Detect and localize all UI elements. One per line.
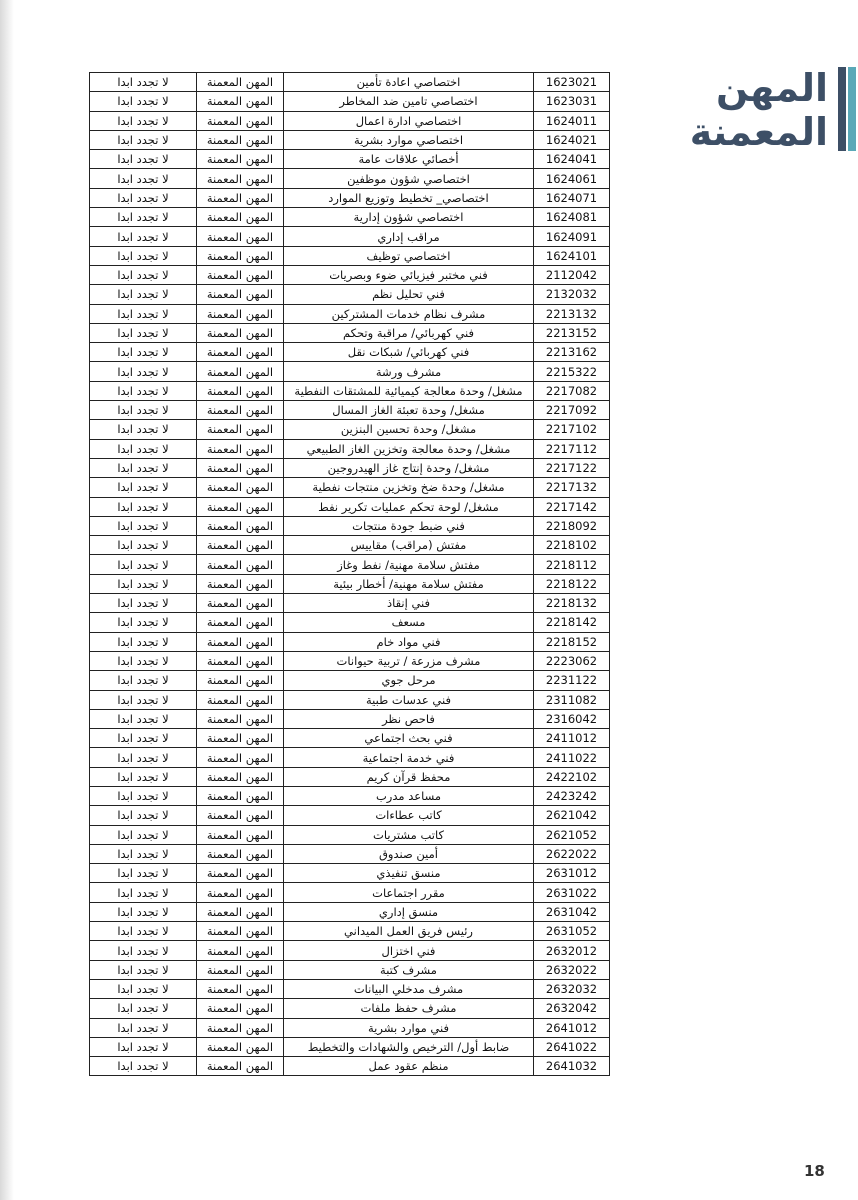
table-row <box>90 362 610 381</box>
occupation-code-cell: 2632022 <box>534 960 610 979</box>
renewal-note-cell: لا تجدد ابدا <box>90 999 197 1018</box>
table-row <box>90 864 610 883</box>
occupation-name-cell: مرحل جوي <box>284 671 534 690</box>
renewal-note-cell: لا تجدد ابدا <box>90 690 197 709</box>
renewal-note-cell: لا تجدد ابدا <box>90 864 197 883</box>
occupation-code-cell: 2132032 <box>534 285 610 304</box>
occupation-category-cell: المهن المعمنة <box>197 844 284 863</box>
renewal-note-cell: لا تجدد ابدا <box>90 73 197 92</box>
occupation-category-cell: المهن المعمنة <box>197 516 284 535</box>
table-row <box>90 729 610 748</box>
table-row <box>90 458 610 477</box>
occupation-code-cell: 2632032 <box>534 979 610 998</box>
occupation-code-cell: 2231122 <box>534 671 610 690</box>
table-row <box>90 555 610 574</box>
occupation-name-cell: اختصاصي ادارة اعمال <box>284 111 534 130</box>
occupation-name-cell: مشرف ورشة <box>284 362 534 381</box>
renewal-note-cell: لا تجدد ابدا <box>90 748 197 767</box>
occupation-name-cell: اختصاصي موارد بشرية <box>284 130 534 149</box>
occupation-code-cell: 2631042 <box>534 902 610 921</box>
table-row <box>90 825 610 844</box>
occupation-name-cell: منسق تنفيذي <box>284 864 534 883</box>
occupation-code-cell: 1624101 <box>534 246 610 265</box>
occupation-code-cell: 2621042 <box>534 806 610 825</box>
occupation-name-cell: مشغل/ وحدة تحسين البنزين <box>284 420 534 439</box>
occupation-category-cell: المهن المعمنة <box>197 729 284 748</box>
table-row <box>90 169 610 188</box>
occupation-name-cell: مشغل/ وحدة ضخ وتخزين منتجات نفطية <box>284 478 534 497</box>
occupation-name-cell: مفتش سلامة مهنية/ نفط وغاز <box>284 555 534 574</box>
renewal-note-cell: لا تجدد ابدا <box>90 188 197 207</box>
renewal-note-cell: لا تجدد ابدا <box>90 709 197 728</box>
table-row <box>90 594 610 613</box>
table-row <box>90 613 610 632</box>
occupation-name-cell: مسعف <box>284 613 534 632</box>
table-row <box>90 304 610 323</box>
table-row <box>90 960 610 979</box>
table-row <box>90 1057 610 1076</box>
occupation-category-cell: المهن المعمنة <box>197 381 284 400</box>
page-title <box>628 66 828 154</box>
table-row <box>90 748 610 767</box>
renewal-note-cell: لا تجدد ابدا <box>90 555 197 574</box>
occupation-category-cell: المهن المعمنة <box>197 439 284 458</box>
renewal-note-cell: لا تجدد ابدا <box>90 536 197 555</box>
occupation-name-cell: مقرر اجتماعات <box>284 883 534 902</box>
occupation-category-cell: المهن المعمنة <box>197 227 284 246</box>
occupation-category-cell: المهن المعمنة <box>197 690 284 709</box>
occupation-category-cell: المهن المعمنة <box>197 806 284 825</box>
occupation-name-cell: أخصائي علاقات عامة <box>284 150 534 169</box>
occupation-name-cell: فني كهربائي/ مراقبة وتحكم <box>284 323 534 342</box>
occupation-name-cell: فني اختزال <box>284 941 534 960</box>
occupation-name-cell: رئيس فريق العمل الميداني <box>284 922 534 941</box>
occupation-category-cell: المهن المعمنة <box>197 246 284 265</box>
table-row <box>90 651 610 670</box>
table-row <box>90 1037 610 1056</box>
renewal-note-cell: لا تجدد ابدا <box>90 478 197 497</box>
table-row <box>90 902 610 921</box>
table-row <box>90 188 610 207</box>
occupation-code-cell: 2622022 <box>534 844 610 863</box>
renewal-note-cell: لا تجدد ابدا <box>90 265 197 284</box>
table-row <box>90 574 610 593</box>
table-row <box>90 806 610 825</box>
table-row <box>90 922 610 941</box>
occupation-category-cell: المهن المعمنة <box>197 265 284 284</box>
occupation-name-cell: منسق إداري <box>284 902 534 921</box>
occupation-code-cell: 2217092 <box>534 401 610 420</box>
occupation-code-cell: 2213152 <box>534 323 610 342</box>
occupation-name-cell: فني موارد بشرية <box>284 1018 534 1037</box>
renewal-note-cell: لا تجدد ابدا <box>90 420 197 439</box>
renewal-note-cell: لا تجدد ابدا <box>90 1018 197 1037</box>
table-row <box>90 1018 610 1037</box>
occupation-category-cell: المهن المعمنة <box>197 941 284 960</box>
page-number: 18 <box>804 1162 825 1180</box>
renewal-note-cell: لا تجدد ابدا <box>90 169 197 188</box>
renewal-note-cell: لا تجدد ابدا <box>90 594 197 613</box>
renewal-note-cell: لا تجدد ابدا <box>90 671 197 690</box>
occupation-name-cell: فني مواد خام <box>284 632 534 651</box>
occupation-category-cell: المهن المعمنة <box>197 555 284 574</box>
occupation-category-cell: المهن المعمنة <box>197 130 284 149</box>
table-row <box>90 92 610 111</box>
occupation-code-cell: 2641012 <box>534 1018 610 1037</box>
renewal-note-cell: لا تجدد ابدا <box>90 246 197 265</box>
renewal-note-cell: لا تجدد ابدا <box>90 227 197 246</box>
occupations-table-body <box>90 73 610 1076</box>
occupation-category-cell: المهن المعمنة <box>197 999 284 1018</box>
table-row <box>90 401 610 420</box>
occupation-name-cell: فاحص نظر <box>284 709 534 728</box>
occupation-category-cell: المهن المعمنة <box>197 73 284 92</box>
table-row <box>90 709 610 728</box>
occupation-code-cell: 2213162 <box>534 343 610 362</box>
table-row <box>90 844 610 863</box>
occupation-name-cell: اختصاصي تامين ضد المخاطر <box>284 92 534 111</box>
occupation-code-cell: 2217112 <box>534 439 610 458</box>
occupation-code-cell: 1624011 <box>534 111 610 130</box>
occupation-category-cell: المهن المعمنة <box>197 362 284 381</box>
occupation-name-cell: فني كهربائي/ شبكات نقل <box>284 343 534 362</box>
title-accent-bar-teal <box>848 67 856 151</box>
occupation-code-cell: 2632012 <box>534 941 610 960</box>
occupation-name-cell: مشغل/ وحدة معالجة كيميائية للمشتقات النفطية <box>284 381 534 400</box>
page-title-line-2: المعمنة <box>689 110 828 154</box>
renewal-note-cell: لا تجدد ابدا <box>90 1037 197 1056</box>
occupation-name-cell: اختصاصي شؤون إدارية <box>284 208 534 227</box>
occupation-code-cell: 2218152 <box>534 632 610 651</box>
occupation-code-cell: 2218092 <box>534 516 610 535</box>
occupation-code-cell: 2641022 <box>534 1037 610 1056</box>
renewal-note-cell: لا تجدد ابدا <box>90 208 197 227</box>
occupation-name-cell: اختصاصي اعادة تأمين <box>284 73 534 92</box>
occupation-code-cell: 2218122 <box>534 574 610 593</box>
table-row <box>90 632 610 651</box>
occupation-name-cell: محفظ قرآن كريم <box>284 767 534 786</box>
table-row <box>90 285 610 304</box>
renewal-note-cell: لا تجدد ابدا <box>90 786 197 805</box>
renewal-note-cell: لا تجدد ابدا <box>90 806 197 825</box>
occupation-name-cell: مشرف نظام خدمات المشتركين <box>284 304 534 323</box>
renewal-note-cell: لا تجدد ابدا <box>90 767 197 786</box>
occupation-category-cell: المهن المعمنة <box>197 632 284 651</box>
occupation-name-cell: اختصاصي_ تخطيط وتوزيع الموارد <box>284 188 534 207</box>
table-row <box>90 420 610 439</box>
occupation-code-cell: 1624021 <box>534 130 610 149</box>
occupation-code-cell: 2631052 <box>534 922 610 941</box>
table-row <box>90 439 610 458</box>
occupation-code-cell: 2316042 <box>534 709 610 728</box>
table-row <box>90 227 610 246</box>
occupation-name-cell: مشغل/ وحدة معالجة وتخزين الغاز الطبيعي <box>284 439 534 458</box>
renewal-note-cell: لا تجدد ابدا <box>90 1057 197 1076</box>
renewal-note-cell: لا تجدد ابدا <box>90 111 197 130</box>
occupation-name-cell: فني عدسات طبية <box>284 690 534 709</box>
occupation-category-cell: المهن المعمنة <box>197 709 284 728</box>
occupation-name-cell: ضابط أول/ الترخيص والشهادات والتخطيط <box>284 1037 534 1056</box>
renewal-note-cell: لا تجدد ابدا <box>90 651 197 670</box>
occupation-code-cell: 1624041 <box>534 150 610 169</box>
table-row <box>90 516 610 535</box>
occupation-name-cell: مشغل/ لوحة تحكم عمليات تكرير نفط <box>284 497 534 516</box>
renewal-note-cell: لا تجدد ابدا <box>90 285 197 304</box>
table-row <box>90 208 610 227</box>
renewal-note-cell: لا تجدد ابدا <box>90 381 197 400</box>
occupation-category-cell: المهن المعمنة <box>197 343 284 362</box>
renewal-note-cell: لا تجدد ابدا <box>90 458 197 477</box>
occupation-code-cell: 2217122 <box>534 458 610 477</box>
occupation-category-cell: المهن المعمنة <box>197 883 284 902</box>
renewal-note-cell: لا تجدد ابدا <box>90 825 197 844</box>
occupation-category-cell: المهن المعمنة <box>197 188 284 207</box>
renewal-note-cell: لا تجدد ابدا <box>90 304 197 323</box>
occupation-name-cell: مشغل/ وحدة تعبئة الغاز المسال <box>284 401 534 420</box>
table-row <box>90 536 610 555</box>
table-row <box>90 941 610 960</box>
occupation-code-cell: 2641032 <box>534 1057 610 1076</box>
occupation-name-cell: مشرف حفظ ملفات <box>284 999 534 1018</box>
table-row <box>90 478 610 497</box>
occupation-name-cell: اختصاصي شؤون موظفين <box>284 169 534 188</box>
occupation-code-cell: 1623021 <box>534 73 610 92</box>
occupation-category-cell: المهن المعمنة <box>197 420 284 439</box>
occupation-category-cell: المهن المعمنة <box>197 111 284 130</box>
renewal-note-cell: لا تجدد ابدا <box>90 922 197 941</box>
occupation-code-cell: 1623031 <box>534 92 610 111</box>
occupation-name-cell: مشرف كتبة <box>284 960 534 979</box>
occupation-name-cell: مفتش (مراقب) مقاييس <box>284 536 534 555</box>
occupation-name-cell: كاتب مشتريات <box>284 825 534 844</box>
renewal-note-cell: لا تجدد ابدا <box>90 497 197 516</box>
occupation-category-cell: المهن المعمنة <box>197 401 284 420</box>
occupation-category-cell: المهن المعمنة <box>197 922 284 941</box>
occupation-name-cell: مفتش سلامة مهنية/ أخطار بيئية <box>284 574 534 593</box>
renewal-note-cell: لا تجدد ابدا <box>90 130 197 149</box>
renewal-note-cell: لا تجدد ابدا <box>90 883 197 902</box>
occupation-category-cell: المهن المعمنة <box>197 208 284 227</box>
occupation-code-cell: 1624061 <box>534 169 610 188</box>
occupation-category-cell: المهن المعمنة <box>197 150 284 169</box>
occupation-category-cell: المهن المعمنة <box>197 92 284 111</box>
occupation-code-cell: 2621052 <box>534 825 610 844</box>
occupation-name-cell: مراقب إداري <box>284 227 534 246</box>
table-row <box>90 130 610 149</box>
table-row <box>90 979 610 998</box>
table-row <box>90 883 610 902</box>
table-row <box>90 343 610 362</box>
renewal-note-cell: لا تجدد ابدا <box>90 574 197 593</box>
renewal-note-cell: لا تجدد ابدا <box>90 516 197 535</box>
table-row <box>90 265 610 284</box>
occupation-code-cell: 2631012 <box>534 864 610 883</box>
occupation-category-cell: المهن المعمنة <box>197 594 284 613</box>
occupation-category-cell: المهن المعمنة <box>197 979 284 998</box>
occupation-name-cell: مشرف مدخلي البيانات <box>284 979 534 998</box>
table-row <box>90 786 610 805</box>
renewal-note-cell: لا تجدد ابدا <box>90 439 197 458</box>
occupation-category-cell: المهن المعمنة <box>197 864 284 883</box>
table-row <box>90 111 610 130</box>
renewal-note-cell: لا تجدد ابدا <box>90 729 197 748</box>
renewal-note-cell: لا تجدد ابدا <box>90 343 197 362</box>
table-row <box>90 671 610 690</box>
occupation-name-cell: كاتب عطاءات <box>284 806 534 825</box>
occupation-name-cell: مشغل/ وحدة إنتاج غاز الهيدروجين <box>284 458 534 477</box>
occupation-category-cell: المهن المعمنة <box>197 651 284 670</box>
occupation-name-cell: فني إنقاذ <box>284 594 534 613</box>
renewal-note-cell: لا تجدد ابدا <box>90 323 197 342</box>
occupation-name-cell: فني بحث اجتماعي <box>284 729 534 748</box>
occupation-code-cell: 2217082 <box>534 381 610 400</box>
occupation-code-cell: 1624091 <box>534 227 610 246</box>
occupation-code-cell: 2423242 <box>534 786 610 805</box>
occupation-code-cell: 2218142 <box>534 613 610 632</box>
occupation-code-cell: 2218132 <box>534 594 610 613</box>
occupation-code-cell: 2218112 <box>534 555 610 574</box>
occupation-name-cell: فني مختبر فيزيائي ضوء وبصريات <box>284 265 534 284</box>
occupation-code-cell: 2218102 <box>534 536 610 555</box>
occupation-category-cell: المهن المعمنة <box>197 458 284 477</box>
occupation-category-cell: المهن المعمنة <box>197 323 284 342</box>
occupation-category-cell: المهن المعمنة <box>197 825 284 844</box>
occupation-code-cell: 2217102 <box>534 420 610 439</box>
occupation-category-cell: المهن المعمنة <box>197 536 284 555</box>
occupation-code-cell: 1624071 <box>534 188 610 207</box>
occupation-name-cell: أمين صندوق <box>284 844 534 863</box>
occupation-code-cell: 2223062 <box>534 651 610 670</box>
occupation-name-cell: فني ضبط جودة منتجات <box>284 516 534 535</box>
renewal-note-cell: لا تجدد ابدا <box>90 960 197 979</box>
occupation-category-cell: المهن المعمنة <box>197 304 284 323</box>
occupation-code-cell: 1624081 <box>534 208 610 227</box>
renewal-note-cell: لا تجدد ابدا <box>90 92 197 111</box>
occupation-category-cell: المهن المعمنة <box>197 1057 284 1076</box>
occupation-code-cell: 2411022 <box>534 748 610 767</box>
table-row <box>90 323 610 342</box>
occupation-code-cell: 2112042 <box>534 265 610 284</box>
table-row <box>90 690 610 709</box>
occupation-category-cell: المهن المعمنة <box>197 1037 284 1056</box>
occupation-name-cell: فني خدمة اجتماعية <box>284 748 534 767</box>
occupation-category-cell: المهن المعمنة <box>197 1018 284 1037</box>
occupation-category-cell: المهن المعمنة <box>197 671 284 690</box>
occupation-code-cell: 2217142 <box>534 497 610 516</box>
occupation-name-cell: مشرف مزرعة / تربية حيوانات <box>284 651 534 670</box>
renewal-note-cell: لا تجدد ابدا <box>90 150 197 169</box>
table-row <box>90 150 610 169</box>
page-edge-shadow <box>0 0 14 1200</box>
occupation-code-cell: 2213132 <box>534 304 610 323</box>
occupation-code-cell: 2632042 <box>534 999 610 1018</box>
table-row <box>90 246 610 265</box>
renewal-note-cell: لا تجدد ابدا <box>90 401 197 420</box>
occupation-category-cell: المهن المعمنة <box>197 613 284 632</box>
occupation-code-cell: 2215322 <box>534 362 610 381</box>
occupation-name-cell: فني تحليل نظم <box>284 285 534 304</box>
table-row <box>90 767 610 786</box>
occupation-category-cell: المهن المعمنة <box>197 960 284 979</box>
occupation-category-cell: المهن المعمنة <box>197 902 284 921</box>
occupation-category-cell: المهن المعمنة <box>197 497 284 516</box>
occupation-category-cell: المهن المعمنة <box>197 478 284 497</box>
occupations-table <box>89 72 610 1076</box>
occupation-code-cell: 2422102 <box>534 767 610 786</box>
occupation-category-cell: المهن المعمنة <box>197 748 284 767</box>
occupation-name-cell: مساعد مدرب <box>284 786 534 805</box>
table-row <box>90 73 610 92</box>
occupation-category-cell: المهن المعمنة <box>197 767 284 786</box>
renewal-note-cell: لا تجدد ابدا <box>90 632 197 651</box>
occupation-category-cell: المهن المعمنة <box>197 169 284 188</box>
page-title-line-1: المهن <box>715 66 828 110</box>
occupation-category-cell: المهن المعمنة <box>197 574 284 593</box>
renewal-note-cell: لا تجدد ابدا <box>90 941 197 960</box>
occupation-code-cell: 2217132 <box>534 478 610 497</box>
occupation-code-cell: 2411012 <box>534 729 610 748</box>
table-row <box>90 381 610 400</box>
renewal-note-cell: لا تجدد ابدا <box>90 613 197 632</box>
renewal-note-cell: لا تجدد ابدا <box>90 844 197 863</box>
occupation-category-cell: المهن المعمنة <box>197 786 284 805</box>
title-accent-bar-dark <box>838 67 846 151</box>
occupation-code-cell: 2631022 <box>534 883 610 902</box>
table-row <box>90 497 610 516</box>
occupation-name-cell: اختصاصي توظيف <box>284 246 534 265</box>
table-row <box>90 999 610 1018</box>
occupation-code-cell: 2311082 <box>534 690 610 709</box>
renewal-note-cell: لا تجدد ابدا <box>90 979 197 998</box>
occupation-category-cell: المهن المعمنة <box>197 285 284 304</box>
occupation-name-cell: منظم عقود عمل <box>284 1057 534 1076</box>
renewal-note-cell: لا تجدد ابدا <box>90 362 197 381</box>
renewal-note-cell: لا تجدد ابدا <box>90 902 197 921</box>
